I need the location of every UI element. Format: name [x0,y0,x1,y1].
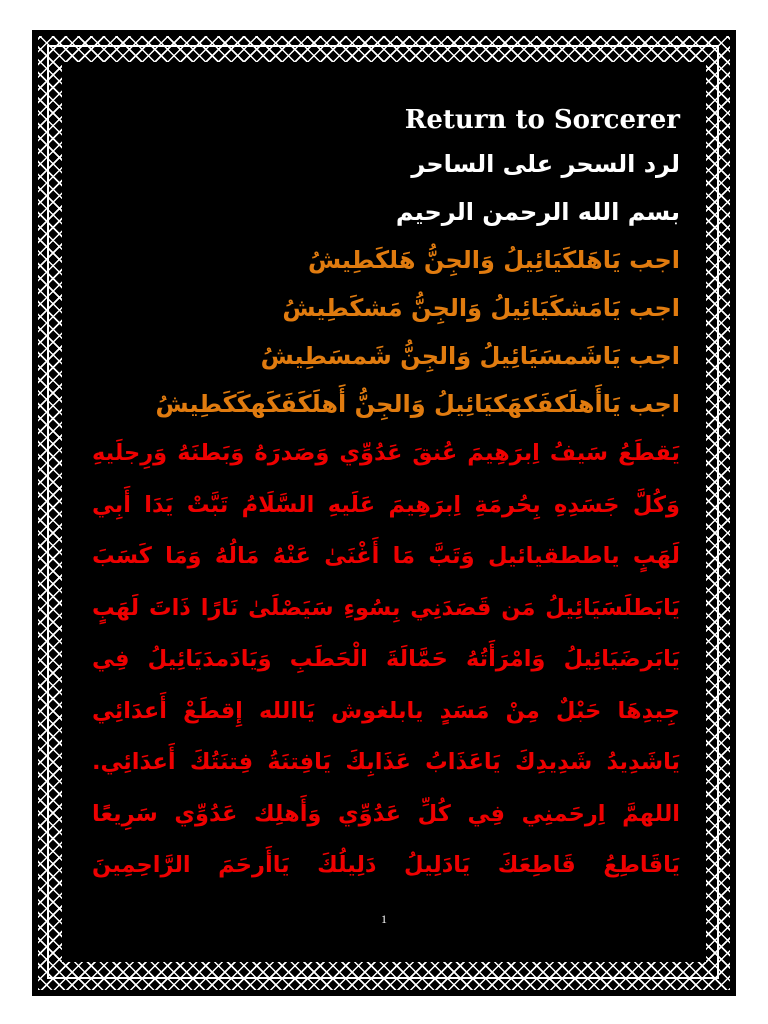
invocation-line: اجب يَاشَمسَيَائِيلُ وَالجِنُّ شَمسَطِيشُ [260,342,680,370]
invocation-line: اجب يَامَشكَيَائِيلُ وَالجِنُّ مَشكَطِيشُ [282,294,680,322]
body-line: وَكُلَّ جَسَدِهِ بِحُرمَةِ اِبرَهِيمَ عَلَيهِ السَّلَامُ تَبَّتْ يَدَا أَبِي [92,491,680,518]
invocation-line: اجب يَاأَهلَكفَكهَكيَائِيلُ وَالجِنُّ أَهلَكَفَكَهكَكَطِيشُ [155,390,680,418]
text-column [92,100,680,892]
body-line: لَهَبٍ ياططقيائيل وَتَبَّ مَا أَغْنَىٰ عَنْهُ مَالُهُ وَمَا كَسَبَ [92,543,680,569]
page-number: 1 [381,912,387,926]
body-line: جِيدِهَا حَبْلٌ مِنْ مَسَدٍ يابلغوش يَاالله إِقطَعْ أَعدَائِي [92,697,680,724]
body-line: يَابَرضَيَائِيلُ وَامْرَأَتُهُ حَمَّالَةَ الْحَطَبِ وَيَادَمدَيَائِيلُ فِي [92,646,680,672]
body-text [92,428,680,892]
heading-line: لرد السحر على الساحر [411,150,680,178]
invocation-line: اجب يَاهَلكَيَائِيلُ وَالجِنُّ هَلكَطِيشُ [308,246,680,274]
body-line: يَابَطلَسَيَائِيلُ مَن قَصَدَنِي بِسُوءِ سَيَصْلَىٰ نَارًا ذَاتَ لَهَبٍ [92,594,680,621]
body-line: اللهمَّ اِرحَمنِي فِي كُلِّ عَدُوِّي وَأَهلِك عَدُوِّي سَرِيعًا [92,800,680,827]
body-line: يَاشَدِيدُ شَدِيدِكَ يَاعَذَابُ عَذَابِكَ يَافِتنَةُ فِتنَتُكَ أَعدَائِي. [92,749,680,775]
body-line: يَاقَاطِعُ قَاطِعَكَ يَادَلِيلُ دَلِيلُكَ يَاأَرحَمَ الرَّاحِمِينَ [92,852,680,878]
basmala-line: بسم الله الرحمن الرحيم [395,198,680,226]
body-line: يَقطَعُ سَيفُ اِبرَهِيمَ عُنقَ عَدُوِّي وَصَدرَهُ وَبَطنَهُ وَرِجلَيهِ [92,440,680,466]
document-title: Return to Sorcerer [404,105,680,135]
